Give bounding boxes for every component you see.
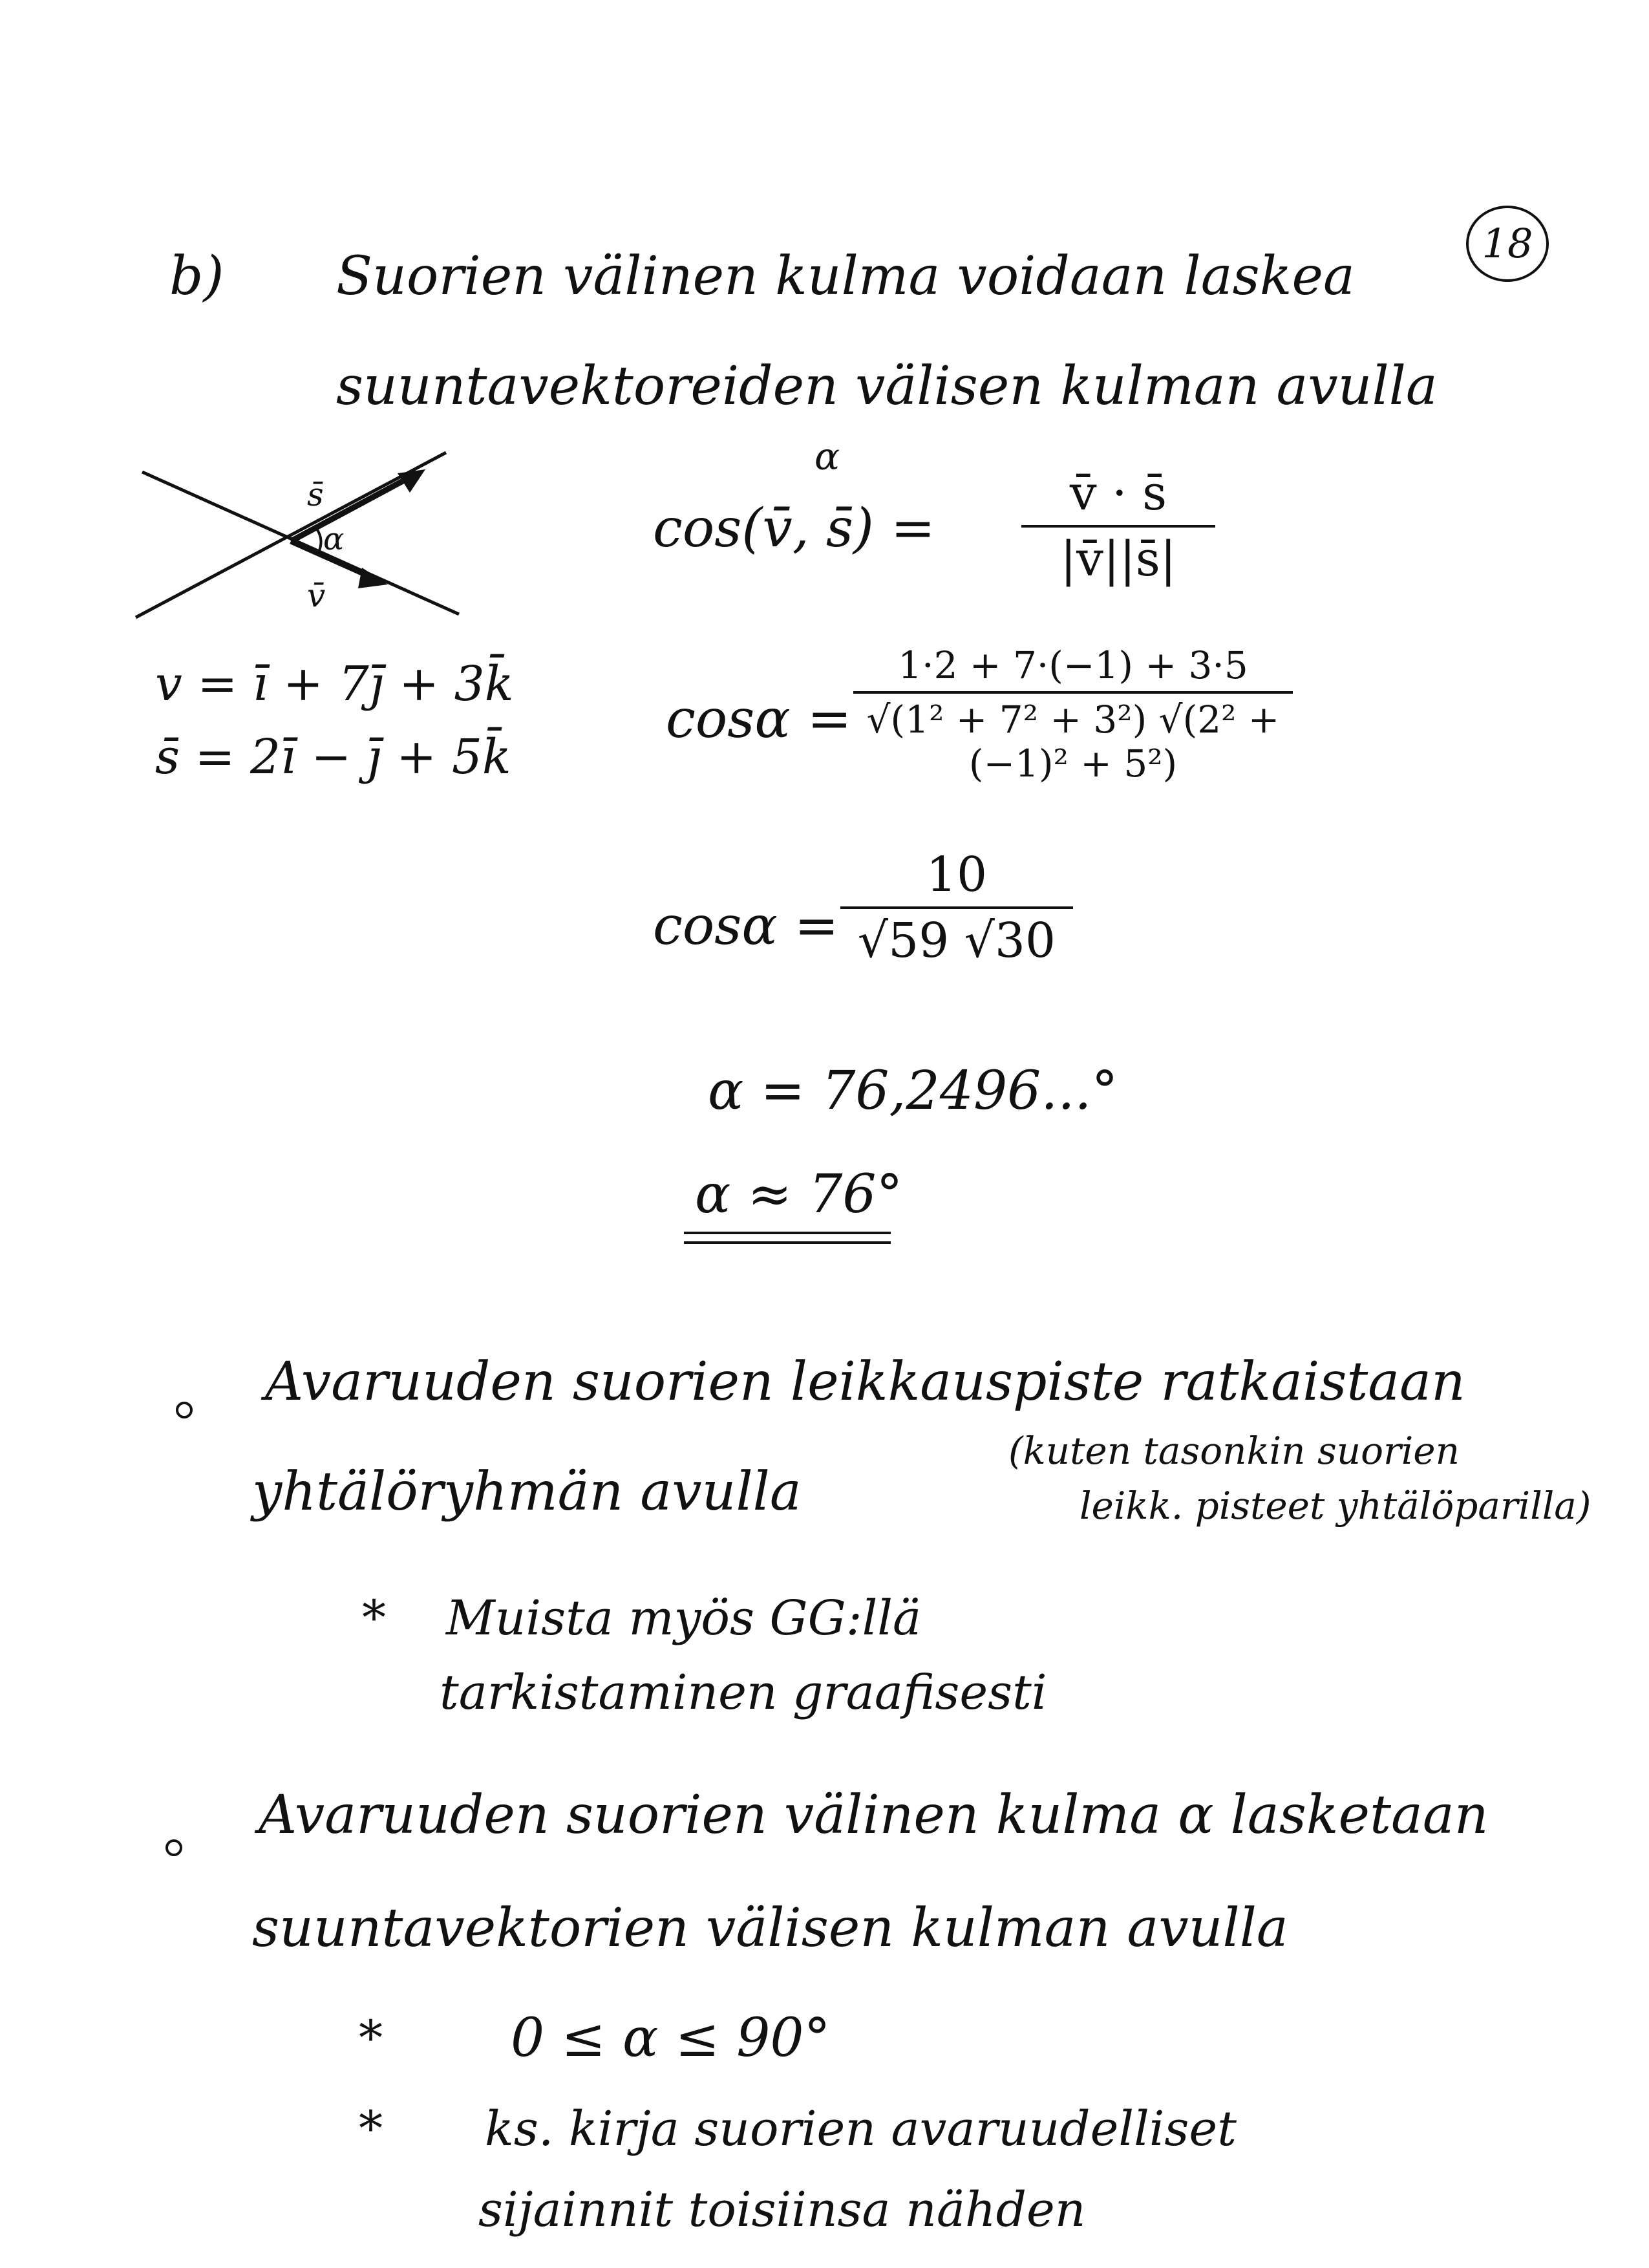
bullet2-sub2-line1: ks. kirja suorien avaruudelliset: [485, 2101, 1237, 2157]
diagram-label-s: s̄: [307, 476, 324, 513]
result-underline-1: [684, 1232, 891, 1234]
result-exact: α = 76,2496...°: [708, 1060, 1118, 1122]
step1-lhs: cosα =: [666, 689, 852, 750]
step2-lhs: cosα =: [653, 895, 839, 957]
vector-s-definition: s̄ = 2ī − j̄ + 5k̄: [155, 729, 511, 785]
formula-alpha-label: α: [814, 434, 840, 478]
diagram-label-alpha: α: [323, 521, 345, 557]
result-approx: α ≈ 76°: [695, 1164, 903, 1225]
step1-numerator: 1·2 + 7·(−1) + 3·5: [898, 643, 1248, 687]
bullet2-sub2-mark: *: [359, 2101, 383, 2157]
bullet2-sub2-line2: sijainnit toisiinsa nähden: [478, 2182, 1086, 2238]
step2-denominator: √59 √30: [857, 913, 1056, 968]
diagram-label-v: v̄: [307, 577, 326, 614]
formula-lhs: cos(v̄, s̄) =: [653, 498, 935, 559]
bullet1-sub-line1: Muista myös GG:llä: [446, 1590, 922, 1646]
formula-numerator: v̄ · s̄: [1069, 465, 1167, 521]
part-label: b): [169, 246, 224, 307]
bullet2-sub1-mark: *: [359, 2011, 383, 2066]
page-number: 18: [1466, 206, 1549, 282]
intersecting-lines-diagram: [123, 427, 485, 634]
step2-fraction: [840, 847, 1073, 968]
formula-fraction: [1021, 465, 1215, 587]
bullet2-line2: suuntavektorien välisen kulman avulla: [252, 1898, 1288, 1959]
step2-numerator: 10: [926, 847, 988, 903]
bullet2-sub1: 0 ≤ α ≤ 90°: [511, 2007, 831, 2069]
bullet1-aside-line1: (kuten tasonkin suorien: [1008, 1429, 1460, 1473]
formula-denominator: |v̄||s̄|: [1060, 531, 1176, 587]
vector-v-definition: v = ī + 7j̄ + 3k̄: [155, 656, 514, 712]
bullet1-line2: yhtälöryhmän avulla: [252, 1461, 802, 1523]
bullet-dot-2: [165, 1839, 182, 1856]
intro-line-1: Suorien välinen kulma voidaan laskea: [336, 246, 1355, 307]
arrow-head-v-icon: [358, 568, 388, 588]
result-underline-2: [684, 1241, 891, 1244]
bullet-dot-1: [176, 1402, 193, 1418]
bullet2-line1: Avaruuden suorien välinen kulma α lasketaan: [259, 1784, 1489, 1846]
step1-fraction: [853, 643, 1293, 786]
bullet1-sub-mark: *: [362, 1590, 386, 1646]
intro-line-2: suuntavektoreiden välisen kulman avulla: [336, 356, 1438, 417]
step1-denominator: √(1² + 7² + 3²) √(2² + (−1)² + 5²): [866, 698, 1280, 786]
bullet1-aside-line2: leikk. pisteet yhtälöparilla): [1080, 1484, 1591, 1528]
bullet1-line1: Avaruuden suorien leikkauspiste ratkaistaan: [265, 1351, 1465, 1413]
line-s: [136, 453, 446, 617]
bullet1-sub-line2: tarkistaminen graafisesti: [440, 1665, 1047, 1720]
